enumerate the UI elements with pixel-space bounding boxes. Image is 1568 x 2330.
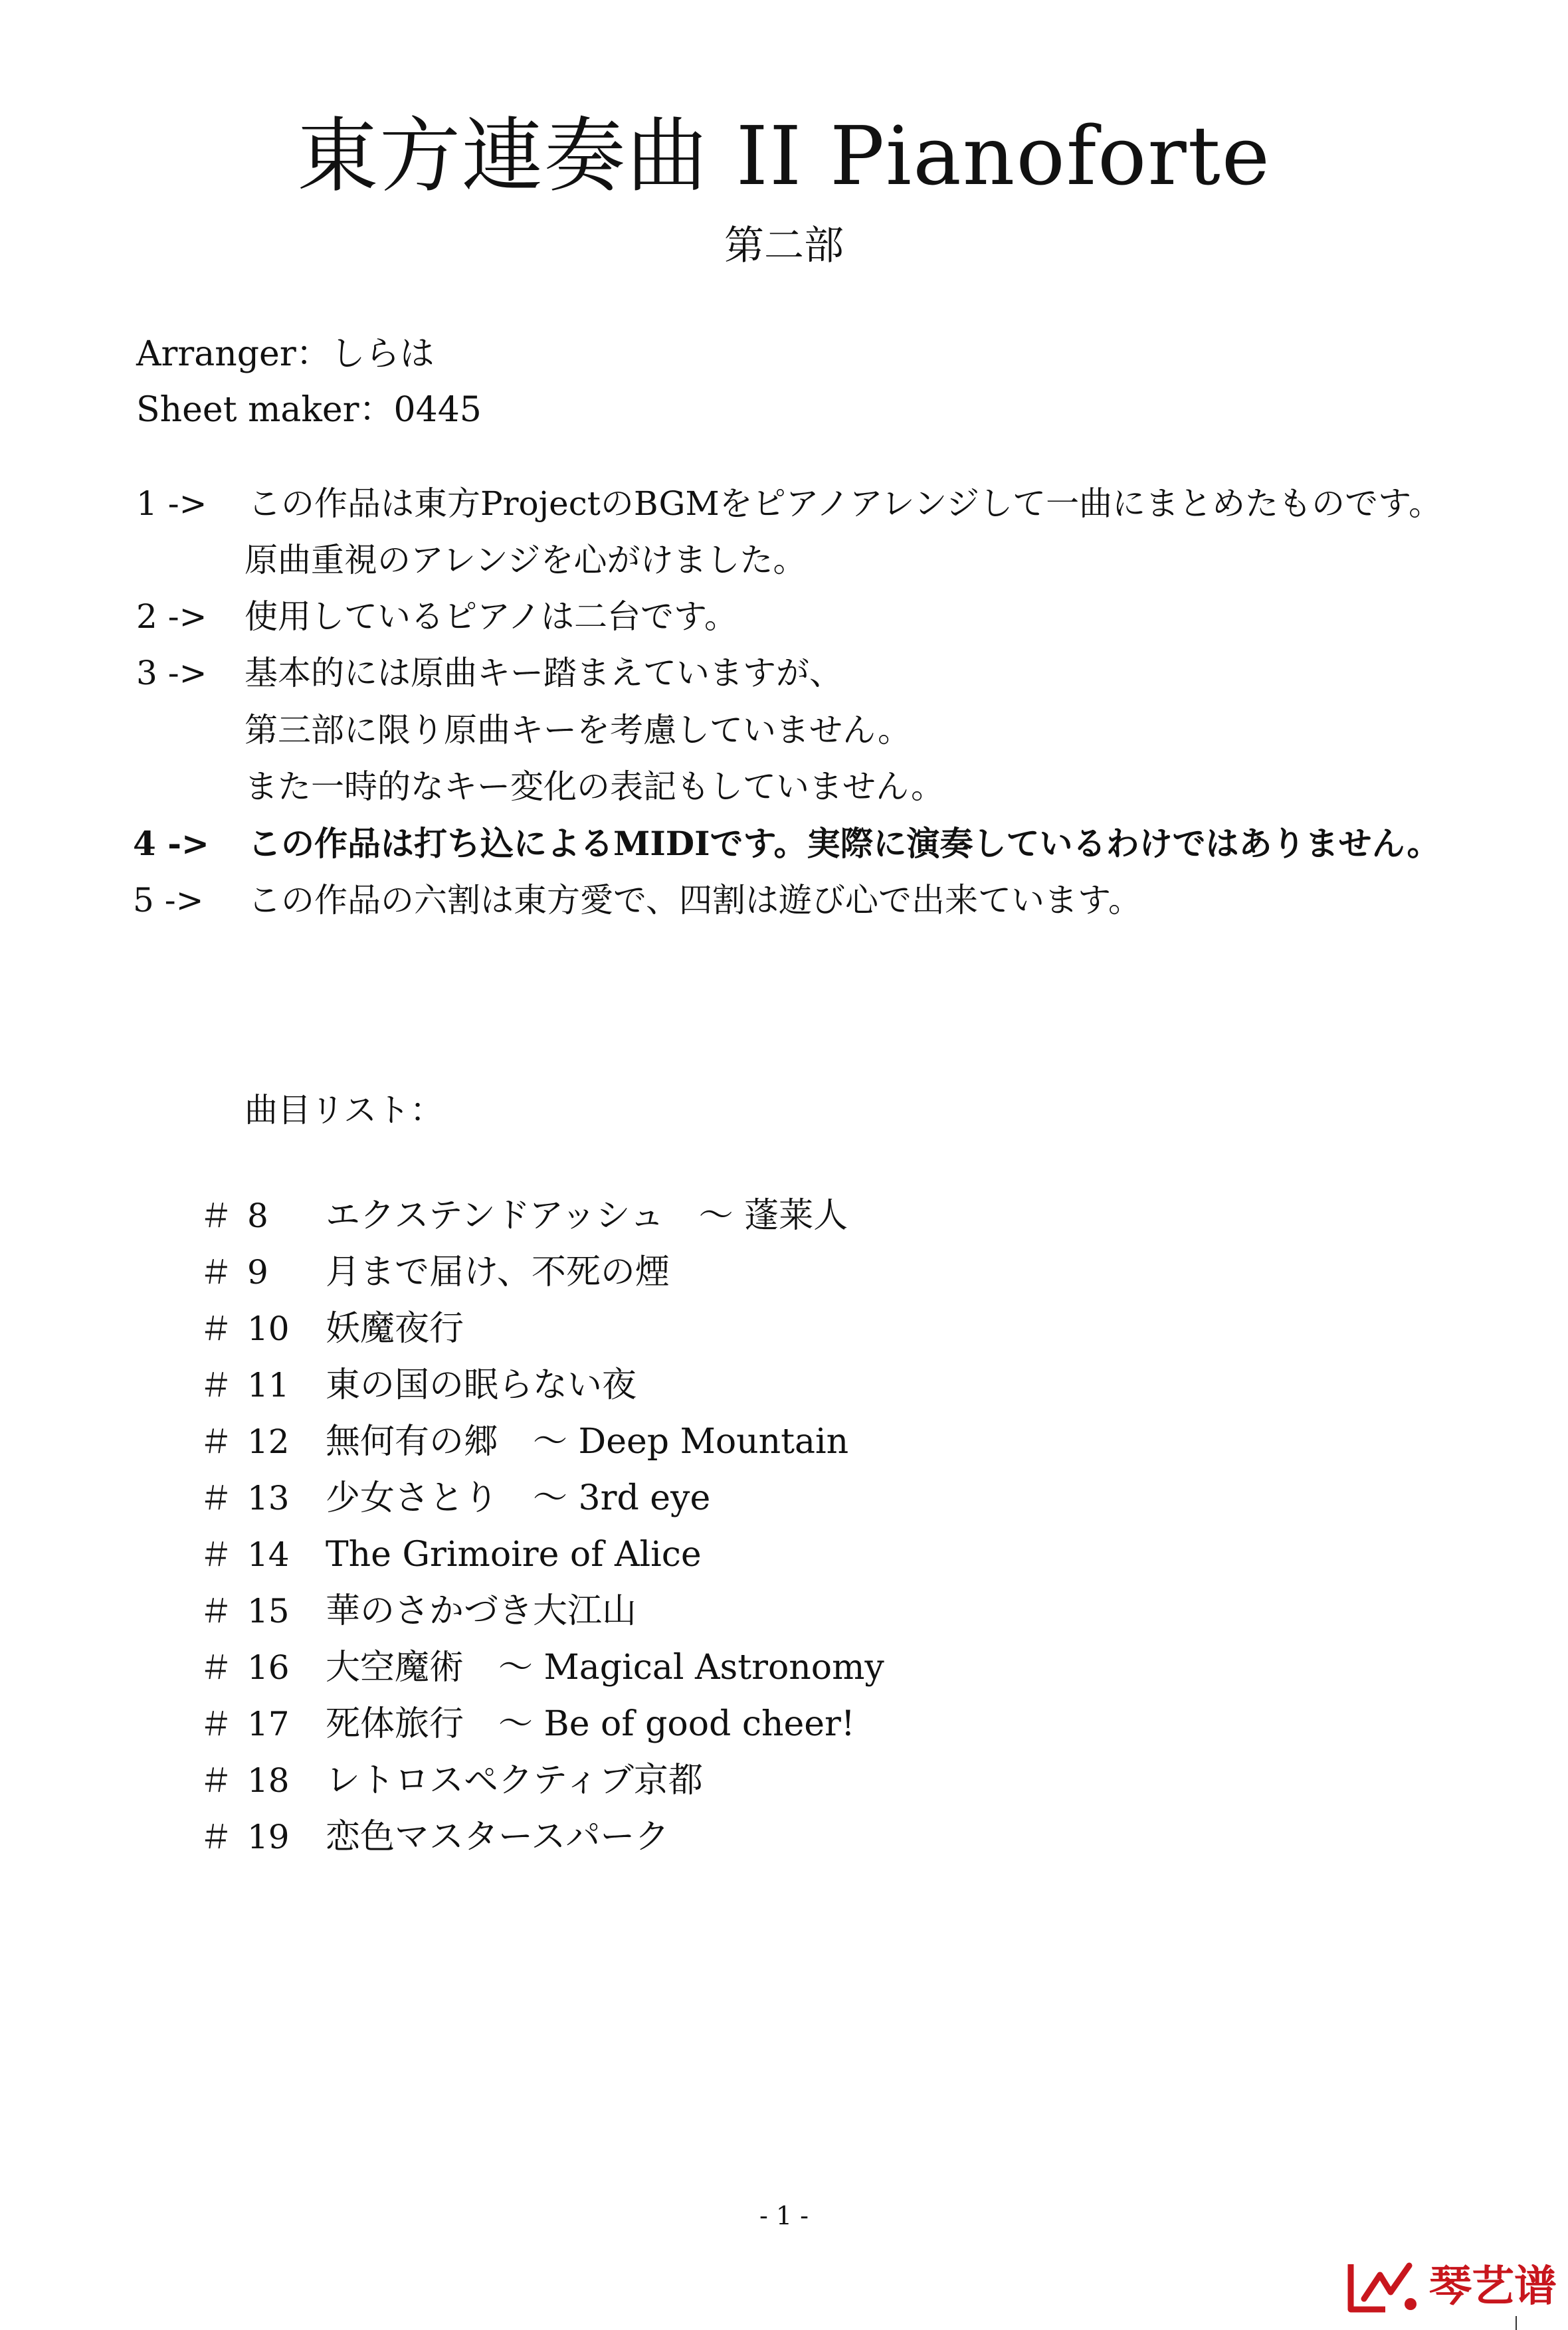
track-number: 14 bbox=[247, 1535, 290, 1574]
note-line-emphasis: この作品は打ち込によるMIDIです。実際に演奏しているわけではありません。 bbox=[248, 824, 1440, 863]
note-number: 5 -> bbox=[133, 881, 204, 920]
track-title: エクステンドアッシュ ～ 蓬莱人 bbox=[326, 1196, 848, 1236]
track-number: 12 bbox=[247, 1422, 290, 1461]
setlist-heading: 曲目リスト： bbox=[245, 1091, 443, 1129]
track-hash: ＃ bbox=[199, 1705, 233, 1743]
track-title: 月まで届け、不死の煙 bbox=[326, 1252, 670, 1292]
track-hash: ＃ bbox=[199, 1253, 233, 1292]
track-title: 妖魔夜行 bbox=[326, 1309, 464, 1349]
note-number: 4 -> bbox=[133, 824, 209, 863]
track-hash: ＃ bbox=[199, 1422, 233, 1461]
page-number: - 1 - bbox=[759, 2201, 809, 2230]
note-number: 1 -> bbox=[136, 484, 207, 523]
track-number: 13 bbox=[247, 1479, 290, 1517]
watermark-text: 琴艺谱 bbox=[1429, 2262, 1557, 2311]
watermark-logo bbox=[1345, 2260, 1557, 2313]
track-title: 無何有の郷 ～ Deep Mountain bbox=[326, 1422, 849, 1462]
note-line: この作品の六割は東方愛で、四割は遊び心で出来ています。 bbox=[248, 881, 1141, 920]
track-hash: ＃ bbox=[199, 1761, 233, 1800]
note-line: 原曲重視のアレンジを心がけました。 bbox=[245, 541, 807, 579]
track-title: 東の国の眠らない夜 bbox=[326, 1365, 637, 1405]
piano-logo-icon bbox=[1345, 2260, 1419, 2313]
page-edge-mark bbox=[1516, 2316, 1517, 2330]
note-line: また一時的なキー変化の表記もしていません。 bbox=[245, 767, 944, 806]
track-number: 9 bbox=[247, 1253, 268, 1292]
track-hash: ＃ bbox=[199, 1535, 233, 1574]
track-title: The Grimoire of Alice bbox=[326, 1535, 702, 1575]
track-hash: ＃ bbox=[199, 1310, 233, 1348]
note-line: 第三部に限り原曲キーを考慮していません。 bbox=[245, 711, 911, 749]
track-number: 19 bbox=[247, 1818, 290, 1856]
track-hash: ＃ bbox=[199, 1648, 233, 1687]
track-hash: ＃ bbox=[199, 1197, 233, 1235]
track-number: 15 bbox=[247, 1592, 290, 1630]
note-line: この作品は東方ProjectのBGMをピアノアレンジして一曲にまとめたものです。 bbox=[248, 484, 1442, 523]
track-number: 17 bbox=[247, 1705, 290, 1743]
credit-arranger: Arranger：しらは bbox=[136, 334, 435, 374]
track-title: 恋色マスタースパーク bbox=[326, 1817, 670, 1857]
track-number: 8 bbox=[247, 1197, 268, 1235]
track-number: 10 bbox=[247, 1310, 290, 1348]
note-number: 3 -> bbox=[136, 654, 207, 692]
track-hash: ＃ bbox=[199, 1366, 233, 1405]
note-number: 2 -> bbox=[136, 597, 207, 636]
page-title: 東方連奏曲 II Pianoforte bbox=[297, 109, 1271, 203]
track-title: 死体旅行 ～ Be of good cheer! bbox=[326, 1704, 855, 1744]
track-title: 少女さとり ～ 3rd eye bbox=[326, 1478, 711, 1518]
track-title: 華のさかづき大江山 bbox=[326, 1591, 637, 1631]
track-number: 16 bbox=[247, 1648, 290, 1687]
track-hash: ＃ bbox=[199, 1818, 233, 1856]
note-line: 使用しているピアノは二台です。 bbox=[245, 597, 737, 636]
track-number: 18 bbox=[247, 1761, 290, 1800]
credit-sheet-maker: Sheet maker：0445 bbox=[136, 390, 482, 430]
track-hash: ＃ bbox=[199, 1592, 233, 1630]
track-hash: ＃ bbox=[199, 1479, 233, 1517]
track-number: 11 bbox=[247, 1366, 290, 1405]
page-subtitle: 第二部 bbox=[724, 223, 844, 269]
track-title: 大空魔術 ～ Magical Astronomy bbox=[326, 1648, 884, 1688]
track-title: レトロスペクティブ京都 bbox=[326, 1761, 703, 1800]
note-line: 基本的には原曲キー踏まえていますが、 bbox=[245, 654, 842, 692]
